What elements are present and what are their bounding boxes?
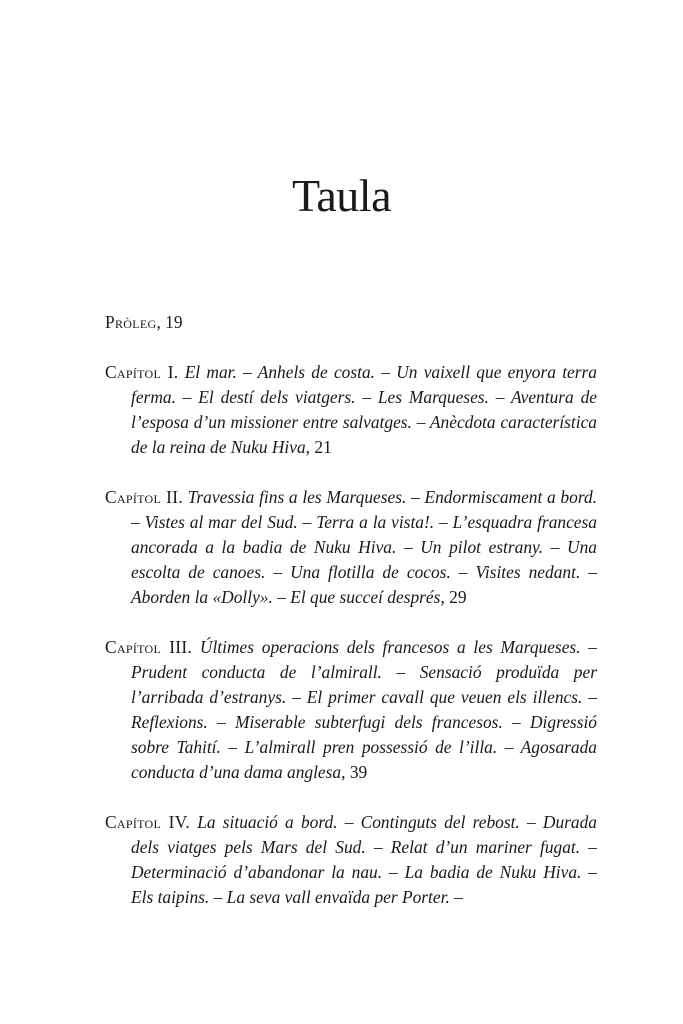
toc-entry-page: 19 xyxy=(165,312,183,332)
toc-entry-chapter-2: Capítol II. Travessia fins a les Marqueses. – Endormiscament a bord. – Vistes al mar del Sud. – Terra a la vista!. – L’esquadra francesa ancorada a la badia de Nuku Hiva. – Un pilot estrany. – Una escolta de canoes. – Una flotilla de cocos. – Visites nedant. – Aborden la «Dolly». – El que succeí després, 29 xyxy=(105,487,597,607)
toc-entry-page: 29 xyxy=(449,587,467,607)
toc-entry-description: El mar. – Anhels de costa. – Un vaixell que enyora terra ferma. – El destí dels viatgers. – Les Marqueses. – Aventura de l’esposa d’un missioner entre salvatges. – Anècdota característica de la reina de Nuku Hiva xyxy=(131,362,597,457)
toc-entry-page: 21 xyxy=(314,437,332,457)
page-title: Taula xyxy=(291,170,391,221)
toc-entry-chapter-1: Capítol I. El mar. – Anhels de costa. – Un vaixell que enyora terra ferma. – El destí dels viatgers. – Les Marqueses. – Aventura de l’esposa d’un missioner entre salvatges. – Anècdota característica de la reina de Nuku Hiva, 21 xyxy=(105,362,597,457)
toc-entry-label: Capítol IV. xyxy=(105,812,191,832)
toc-entry-page: 39 xyxy=(349,762,368,782)
table-of-contents xyxy=(105,310,597,935)
toc-entry-label: Capítol I. xyxy=(105,362,179,382)
toc-entry-label: Capítol III. xyxy=(105,637,193,657)
toc-entry-label: Pròleg xyxy=(105,312,157,332)
toc-entry-chapter-3: Capítol III. Últimes operacions dels francesos a les Marqueses. – Prudent conducta de l’almirall. – Sensació produïda per l’arribada d’estranys. – El primer cavall que veuen els illencs. – Reflexions. – Miserable subterfugi dels francesos. – Digressió sobre Tahití. – L’almirall pren possessió de l’illa. – Agosarada conducta d’una dama anglesa, 39 xyxy=(105,637,597,782)
toc-entry-description: Últimes operacions dels francesos a les Marqueses. – Prudent conducta de l’almirall. – Sensació produïda per l’arribada d’estranys. – El primer cavall que veuen els illencs. – Reflexions. – Miserable subterfugi dels francesos. – Digressió sobre Tahití. – L’almirall pren possessió de l’illa. – Agosarada conducta d’una dama anglesa xyxy=(131,637,597,782)
toc-entry-description: La situació a bord. – Continguts del rebost. – Durada dels viatges pels Mars del Sud. – Relat d’un mariner fugat. – Determinació d’abandonar la nau. – La badia de Nuku Hiva. – Els taipins. – La seva vall envaïda per Porter. – xyxy=(131,812,597,907)
toc-entry-description: Travessia fins a les Marqueses. – Endormiscament a bord. – Vistes al mar del Sud. – Terra a la vista!. – L’esquadra francesa ancorada a la badia de Nuku Hiva. – Un pilot estrany. – Una escolta de canoes. – Una flotilla de cocos. – Visites nedant. – Aborden la «Dolly». – El que succeí després xyxy=(131,487,597,607)
toc-entry-label: Capítol II. xyxy=(105,487,183,507)
toc-entry-chapter-4 xyxy=(105,810,597,910)
toc-entry-prologue: Pròleg, 19 xyxy=(105,312,183,332)
